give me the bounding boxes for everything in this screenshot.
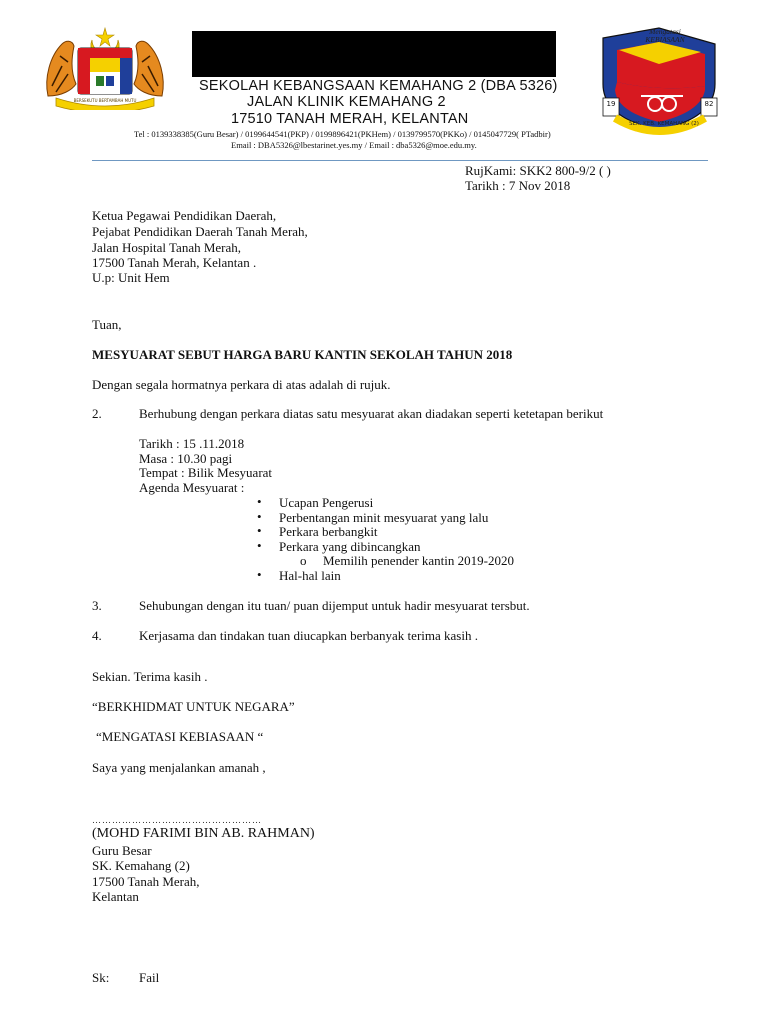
motto-line: “MENGATASI KEBIASAAN “	[96, 729, 264, 744]
paragraph-number: 2.	[92, 406, 102, 421]
school-telephone: Tel : 0139338385(Guru Besar) / 0199644541(PKP) / 0199896421(PKHem) / 0139799570(PKKo) / 0145047729( PTadbir)	[134, 129, 551, 139]
school-badge-ribbon: SEK. KEB. KEMAHANG (2)	[629, 121, 699, 127]
sub-bullet-marker: o	[300, 553, 307, 568]
reference-number: RujKami: SKK2 800-9/2 ( )	[465, 163, 611, 178]
header-divider	[92, 160, 708, 161]
intro-paragraph: Dengan segala hormatnya perkara di atas adalah di rujuk.	[92, 377, 391, 392]
school-badge-year-right: 82	[704, 100, 714, 108]
meeting-place: Tempat : Bilik Mesyuarat	[139, 465, 273, 480]
closing-line: Sekian. Terima kasih .	[92, 669, 208, 684]
school-name: SEKOLAH KEBANGSAAN KEMAHANG 2 (DBA 5326)	[199, 78, 558, 94]
recipient-attention: U.p: Unit Hem	[92, 270, 170, 285]
letter-subject: MESYUARAT SEBUT HARGA BARU KANTIN SEKOLAH TAHUN 2018	[92, 347, 513, 362]
cc-label: Sk:	[92, 970, 110, 985]
bullet-icon: •	[257, 509, 262, 524]
cc-value: Fail	[139, 970, 160, 985]
agenda-item: Ucapan Pengerusi	[279, 495, 374, 510]
paragraph-text: Kerjasama dan tindakan tuan diucapkan berbanyak terima kasih .	[139, 628, 478, 643]
school-badge-motto: Mengatasi KEBIASAAN	[645, 27, 685, 44]
paragraph-number: 4.	[92, 628, 102, 643]
recipient-line: Pejabat Pendidikan Daerah Tanah Merah,	[92, 224, 308, 239]
bullet-icon: •	[257, 567, 262, 582]
salutation: Tuan,	[92, 317, 122, 332]
signatory-name: (MOHD FARIMI BIN AB. RAHMAN)	[92, 826, 315, 841]
signatory-city: 17500 Tanah Merah,	[92, 874, 200, 889]
bullet-icon: •	[257, 523, 262, 538]
agenda-item: Perkara yang dibincangkan	[279, 539, 421, 554]
signatory-school: SK. Kemahang (2)	[92, 858, 190, 873]
recipient-line: 17500 Tanah Merah, Kelantan .	[92, 255, 257, 270]
closing-amanah: Saya yang menjalankan amanah ,	[92, 760, 266, 775]
bullet-icon: •	[257, 538, 262, 553]
coat-of-arms-motto: BERSEKUTU BERTAMBAH MUTU	[73, 98, 137, 103]
meeting-date: Tarikh : 15 .11.2018	[139, 436, 245, 451]
agenda-label: Agenda Mesyuarat :	[139, 480, 245, 495]
meeting-time: Masa : 10.30 pagi	[139, 451, 233, 466]
paragraph-text: Sehubungan dengan itu tuan/ puan dijemput untuk hadir mesyuarat tersbut.	[139, 598, 530, 613]
recipient-line: Ketua Pegawai Pendidikan Daerah,	[92, 208, 277, 223]
paragraph-text: Berhubung dengan perkara diatas satu mesyuarat akan diadakan seperti ketetapan berikut	[139, 406, 604, 421]
signature-dots: ……………………………………………	[92, 815, 262, 825]
school-address-line2: 17510 TANAH MERAH, KELANTAN	[231, 111, 469, 127]
school-badge-year-left: 19	[606, 100, 616, 108]
letter-date: Tarikh : 7 Nov 2018	[465, 178, 571, 193]
motto-line: “BERKHIDMAT UNTUK NEGARA”	[92, 699, 295, 714]
agenda-sub-item: Memilih penender kantin 2019-2020	[323, 553, 514, 568]
signatory-state: Kelantan	[92, 889, 139, 904]
paragraph-number: 3.	[92, 598, 102, 613]
bullet-icon: •	[257, 494, 262, 509]
signatory-title: Guru Besar	[92, 843, 152, 858]
recipient-line: Jalan Hospital Tanah Merah,	[92, 240, 242, 255]
agenda-item: Hal-hal lain	[279, 568, 341, 583]
agenda-item: Perbentangan minit mesyuarat yang lalu	[279, 510, 489, 525]
school-address-line1: JALAN KLINIK KEMAHANG 2	[247, 94, 446, 110]
letterhead	[0, 0, 768, 165]
agenda-item: Perkara berbangkit	[279, 524, 378, 539]
school-email: Email : DBA5326@lbestarinet.yes.my / Email : dba5326@moe.edu.my.	[231, 140, 477, 150]
redacted-block	[192, 31, 556, 77]
